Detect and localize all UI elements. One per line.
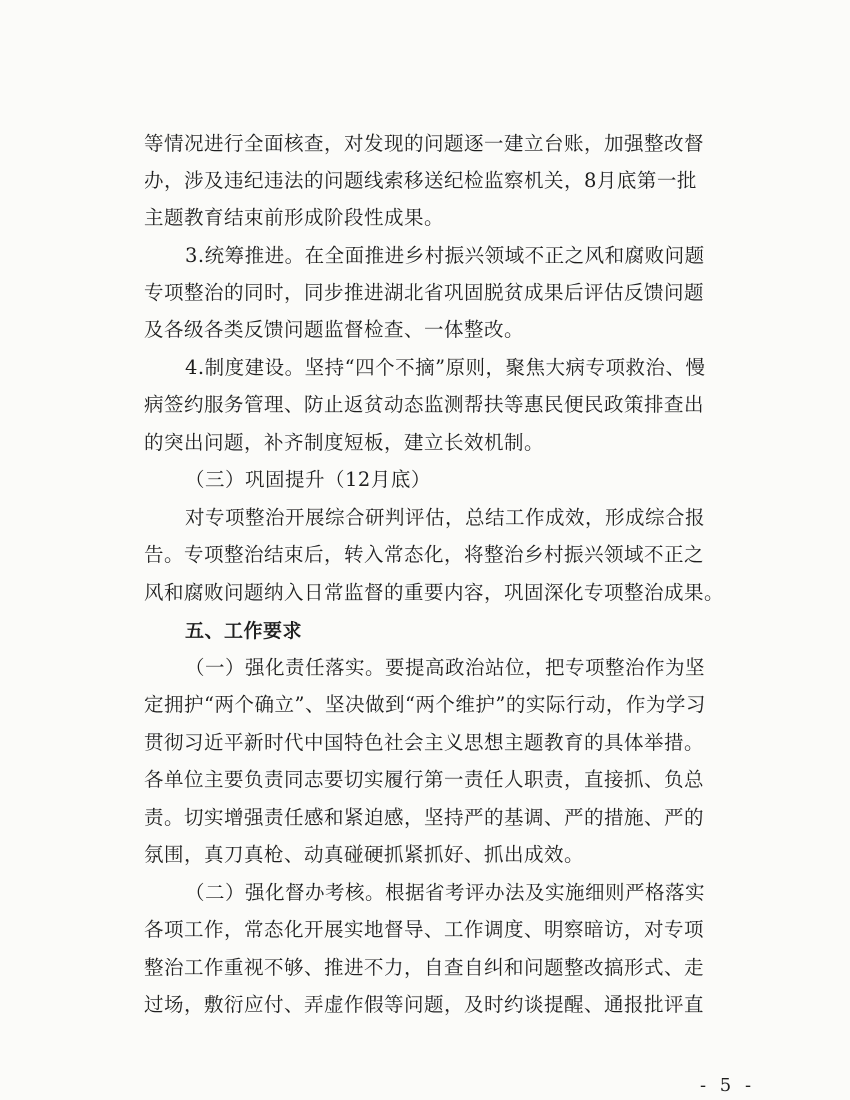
body-line-20: 氛围，真刀真枪、动真碰硬抓紧抓好、抓出成效。: [144, 843, 585, 866]
body-line-4: 3.统筹推进。在全面推进乡村振兴领域不正之风和腐败问题: [185, 244, 705, 267]
body-line-15: （一）强化责任落实。要提高政治站位，把专项整治作为坚: [185, 656, 706, 679]
body-line-7: 4.制度建设。坚持“四个不摘”原则，聚焦大病专项救治、慢: [185, 356, 706, 379]
page-number: - 5 -: [700, 1075, 756, 1096]
body-line-2: 办，涉及违纪违法的问题线索移送纪检监察机关，8月底第一批: [144, 169, 697, 192]
body-line-19: 责。切实增强责任感和紧迫感，坚持严的基调、严的措施、严的: [144, 806, 705, 829]
body-line-21: （二）强化督办考核。根据省考评办法及实施细则严格落实: [185, 881, 706, 904]
body-line-1: 等情况进行全面核查，对发现的问题逐一建立台账，加强整改督: [144, 132, 705, 155]
body-line-18: 各单位主要负责同志要切实履行第一责任人职责，直接抓、负总: [144, 768, 705, 791]
body-line-5: 专项整治的同时，同步推进湖北省巩固脱贫成果后评估反馈问题: [144, 281, 705, 304]
section-heading-5: 五、工作要求: [185, 620, 303, 642]
body-line-12: 告。专项整治结束后，转入常态化，将整治乡村振兴领域不正之: [144, 543, 705, 566]
section-subheading-3: （三）巩固提升（12月底）: [185, 468, 431, 491]
body-line-17: 贯彻习近平新时代中国特色社会主义思想主题教育的具体举措。: [144, 731, 705, 754]
body-line-3: 主题教育结束前形成阶段性成果。: [144, 206, 445, 229]
body-line-24: 过场，敷衍应付、弄虚作假等问题，及时约谈提醒、通报批评直: [144, 993, 705, 1016]
body-line-11: 对专项整治开展综合研判评估，总结工作成效，形成综合报: [185, 506, 706, 529]
body-line-16: 定拥护“两个确立”、坚决做到“两个维护”的实际行动，作为学习: [144, 693, 706, 716]
body-line-6: 及各级各类反馈问题监督检查、一体整改。: [144, 318, 525, 341]
body-line-23: 整治工作重视不够、推进不力，自查自纠和问题整改搞形式、走: [144, 956, 705, 979]
body-line-8: 病签约服务管理、防止返贫动态监测帮扶等惠民便民政策排查出: [144, 393, 705, 416]
body-line-22: 各项工作，常态化开展实地督导、工作调度、明察暗访，对专项: [144, 918, 705, 941]
body-line-9: 的突出问题，补齐制度短板，建立长效机制。: [144, 431, 545, 454]
body-line-13: 风和腐败问题纳入日常监督的重要内容，巩固深化专项整治成果。: [144, 581, 725, 604]
